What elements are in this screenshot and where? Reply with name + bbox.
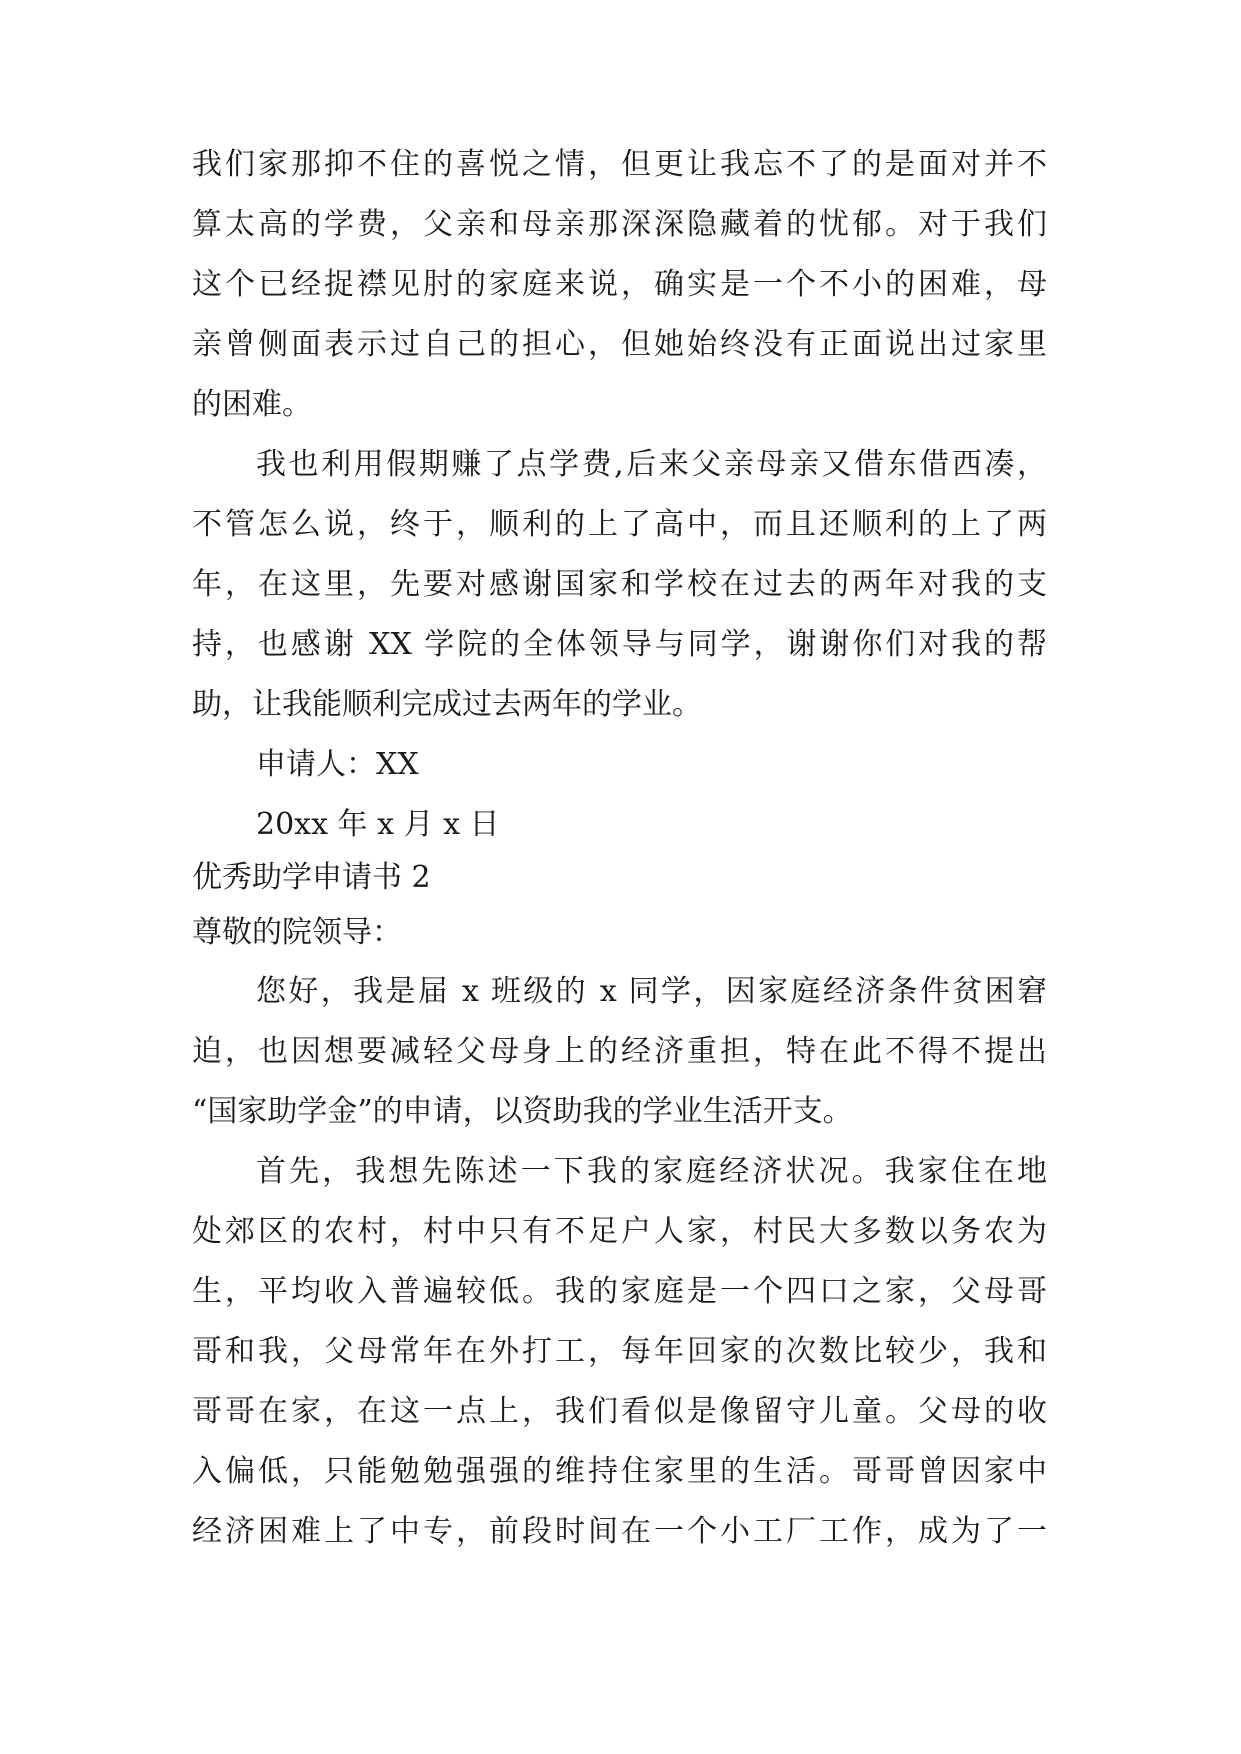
applicant-signature: 申请人：XX bbox=[256, 747, 419, 782]
paragraph-line: 经济困难上了中专，前段时间在一个小工厂工作，成为了一 bbox=[192, 1514, 1047, 1549]
paragraph-line: 处郊区的农村，村中只有不足户人家，村民大多数以务农为 bbox=[192, 1214, 1047, 1249]
paragraph-line: “国家助学金”的申请，以资助我的学业生活开支。 bbox=[192, 1094, 853, 1129]
paragraph-line: 生，平均收入普遍较低。我的家庭是一个四口之家，父母哥 bbox=[192, 1274, 1047, 1309]
signature-date: 20xx 年 x 月 x 日 bbox=[256, 807, 500, 842]
paragraph-line: 我们家那抑不住的喜悦之情，但更让我忘不了的是面对并不 bbox=[192, 147, 1047, 182]
salutation: 尊敬的院领导： bbox=[192, 915, 402, 950]
paragraph-line: 哥哥在家，在这一点上，我们看似是像留守儿童。父母的收 bbox=[192, 1394, 1047, 1429]
paragraph-line: 我也利用假期赚了点学费,后来父亲母亲又借东借西凑， bbox=[256, 447, 1047, 482]
paragraph-line: 年，在这里，先要对感谢国家和学校在过去的两年对我的支 bbox=[192, 567, 1047, 602]
paragraph-line: 助，让我能顺利完成过去两年的学业。 bbox=[192, 687, 702, 722]
paragraph-line: 迫，也因想要减轻父母身上的经济重担，特在此不得不提出 bbox=[192, 1034, 1047, 1069]
paragraph-line: 这个已经捉襟见肘的家庭来说，确实是一个不小的困难，母 bbox=[192, 267, 1047, 302]
paragraph-line: 哥和我，父母常年在外打工，每年回家的次数比较少，我和 bbox=[192, 1334, 1047, 1369]
paragraph-line: 首先，我想先陈述一下我的家庭经济状况。我家住在地 bbox=[256, 1154, 1047, 1189]
paragraph-line: 您好，我是届 x 班级的 x 同学，因家庭经济条件贫困窘 bbox=[256, 974, 1047, 1009]
paragraph-line: 的困难。 bbox=[192, 387, 312, 422]
section-title: 优秀助学申请书 2 bbox=[192, 860, 431, 895]
paragraph-line: 入偏低，只能勉勉强强的维持住家里的生活。哥哥曾因家中 bbox=[192, 1454, 1047, 1489]
paragraph-line: 不管怎么说，终于，顺利的上了高中，而且还顺利的上了两 bbox=[192, 507, 1047, 542]
paragraph-line: 亲曾侧面表示过自己的担心，但她始终没有正面说出过家里 bbox=[192, 327, 1047, 362]
paragraph-line: 算太高的学费，父亲和母亲那深深隐藏着的忧郁。对于我们 bbox=[192, 207, 1047, 242]
paragraph-line: 持，也感谢 XX 学院的全体领导与同学，谢谢你们对我的帮 bbox=[192, 627, 1047, 662]
